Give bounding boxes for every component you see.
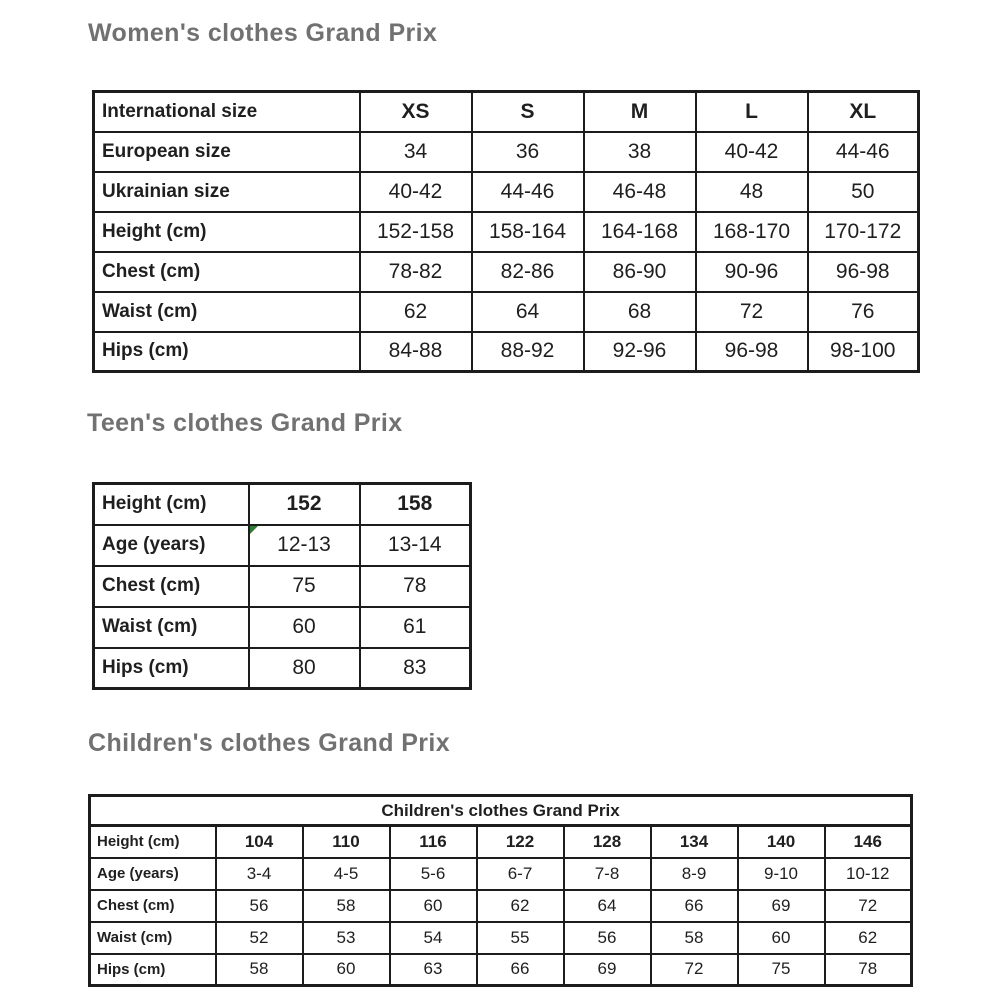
header-value-cell: 134 [651, 826, 738, 858]
value-cell: 64 [564, 890, 651, 922]
table-row [94, 332, 919, 372]
row-label-cell: Age (years) [90, 858, 216, 890]
value-cell: 96-98 [696, 332, 808, 372]
childrens-section-title: Children's clothes Grand Prix [88, 729, 451, 757]
value-cell: 54 [390, 922, 477, 954]
header-label-cell: Height (cm) [90, 826, 216, 858]
value-cell: 66 [651, 890, 738, 922]
value-cell: 44-46 [472, 172, 584, 212]
value-cell: 40-42 [696, 132, 808, 172]
value-cell: 53 [303, 922, 390, 954]
table-row [94, 648, 471, 689]
value-cell: 62 [360, 292, 472, 332]
value-cell: 78-82 [360, 252, 472, 292]
header-value-cell: 122 [477, 826, 564, 858]
header-value-cell: L [696, 92, 808, 132]
header-value-cell: 128 [564, 826, 651, 858]
value-cell: 9-10 [738, 858, 825, 890]
row-label-cell: European size [94, 132, 360, 172]
value-cell: 84-88 [360, 332, 472, 372]
value-cell: 82-86 [472, 252, 584, 292]
table-row [94, 172, 919, 212]
teens-size-table [92, 482, 472, 690]
row-label-cell: Hips (cm) [90, 954, 216, 986]
row-label-cell: Chest (cm) [90, 890, 216, 922]
table-row [90, 954, 912, 986]
table-caption: Children's clothes Grand Prix [90, 796, 912, 826]
value-cell: 55 [477, 922, 564, 954]
row-label-cell: Waist (cm) [94, 607, 249, 648]
value-cell: 60 [303, 954, 390, 986]
value-cell: 68 [584, 292, 696, 332]
header-value-cell: 140 [738, 826, 825, 858]
value-cell: 5-6 [390, 858, 477, 890]
value-cell: 69 [738, 890, 825, 922]
header-value-cell: M [584, 92, 696, 132]
value-cell: 96-98 [808, 252, 919, 292]
value-cell: 36 [472, 132, 584, 172]
table-row [94, 525, 471, 566]
header-value-cell: 104 [216, 826, 303, 858]
table-row [94, 566, 471, 607]
table-row [94, 292, 919, 332]
table-row [94, 607, 471, 648]
row-label-cell: Hips (cm) [94, 648, 249, 689]
header-value-cell: 116 [390, 826, 477, 858]
value-cell: 34 [360, 132, 472, 172]
value-cell: 75 [249, 566, 360, 607]
table-row [90, 858, 912, 890]
value-cell: 60 [390, 890, 477, 922]
value-cell: 56 [216, 890, 303, 922]
value-cell: 170-172 [808, 212, 919, 252]
value-cell: 72 [696, 292, 808, 332]
value-cell: 40-42 [360, 172, 472, 212]
value-cell: 52 [216, 922, 303, 954]
row-label-cell: Waist (cm) [90, 922, 216, 954]
womens-size-table [92, 90, 920, 373]
header-value-cell: 146 [825, 826, 912, 858]
value-cell: 58 [303, 890, 390, 922]
table-row [90, 890, 912, 922]
value-cell: 60 [249, 607, 360, 648]
value-cell: 78 [825, 954, 912, 986]
table-row [90, 922, 912, 954]
value-cell: 76 [808, 292, 919, 332]
value-cell: 62 [477, 890, 564, 922]
row-label-cell: Hips (cm) [94, 332, 360, 372]
value-cell: 66 [477, 954, 564, 986]
value-cell: 164-168 [584, 212, 696, 252]
value-cell: 78 [360, 566, 471, 607]
value-cell: 98-100 [808, 332, 919, 372]
row-label-cell: Height (cm) [94, 212, 360, 252]
value-cell: 60 [738, 922, 825, 954]
value-cell: 58 [216, 954, 303, 986]
header-label-cell: Height (cm) [94, 484, 249, 525]
value-cell: 13-14 [360, 525, 471, 566]
value-cell: 58 [651, 922, 738, 954]
header-value-cell: S [472, 92, 584, 132]
header-value-cell: 158 [360, 484, 471, 525]
value-cell: 64 [472, 292, 584, 332]
header-value-cell: 110 [303, 826, 390, 858]
header-value-cell: 152 [249, 484, 360, 525]
value-cell: 62 [825, 922, 912, 954]
value-cell: 38 [584, 132, 696, 172]
row-label-cell: Ukrainian size [94, 172, 360, 212]
value-cell: 72 [825, 890, 912, 922]
womens-section-title: Women's clothes Grand Prix [88, 19, 438, 47]
header-value-cell: XS [360, 92, 472, 132]
childrens-size-table [88, 794, 913, 987]
row-label-cell: Chest (cm) [94, 566, 249, 607]
value-cell: 48 [696, 172, 808, 212]
value-cell: 168-170 [696, 212, 808, 252]
value-cell: 61 [360, 607, 471, 648]
value-cell: 92-96 [584, 332, 696, 372]
table-row [94, 252, 919, 292]
value-cell: 50 [808, 172, 919, 212]
value-cell: 69 [564, 954, 651, 986]
value-cell: 10-12 [825, 858, 912, 890]
value-cell: 3-4 [216, 858, 303, 890]
row-label-cell: Age (years) [94, 525, 249, 566]
value-cell: 75 [738, 954, 825, 986]
value-cell: 158-164 [472, 212, 584, 252]
value-cell: 46-48 [584, 172, 696, 212]
value-cell: 152-158 [360, 212, 472, 252]
value-cell: 56 [564, 922, 651, 954]
table-row [94, 212, 919, 252]
value-cell: 44-46 [808, 132, 919, 172]
teens-section-title: Teen's clothes Grand Prix [87, 409, 403, 437]
value-cell: 8-9 [651, 858, 738, 890]
value-cell: 7-8 [564, 858, 651, 890]
value-cell: 88-92 [472, 332, 584, 372]
header-label-cell: International size [94, 92, 360, 132]
value-cell: 86-90 [584, 252, 696, 292]
header-value-cell: XL [808, 92, 919, 132]
value-cell: 63 [390, 954, 477, 986]
value-cell: 80 [249, 648, 360, 689]
row-label-cell: Waist (cm) [94, 292, 360, 332]
value-cell: 6-7 [477, 858, 564, 890]
value-cell: 90-96 [696, 252, 808, 292]
value-cell: 4-5 [303, 858, 390, 890]
row-label-cell: Chest (cm) [94, 252, 360, 292]
value-cell: 72 [651, 954, 738, 986]
value-cell: 83 [360, 648, 471, 689]
table-row [94, 132, 919, 172]
value-cell-with-comment-marker: 12-13 [249, 525, 360, 566]
